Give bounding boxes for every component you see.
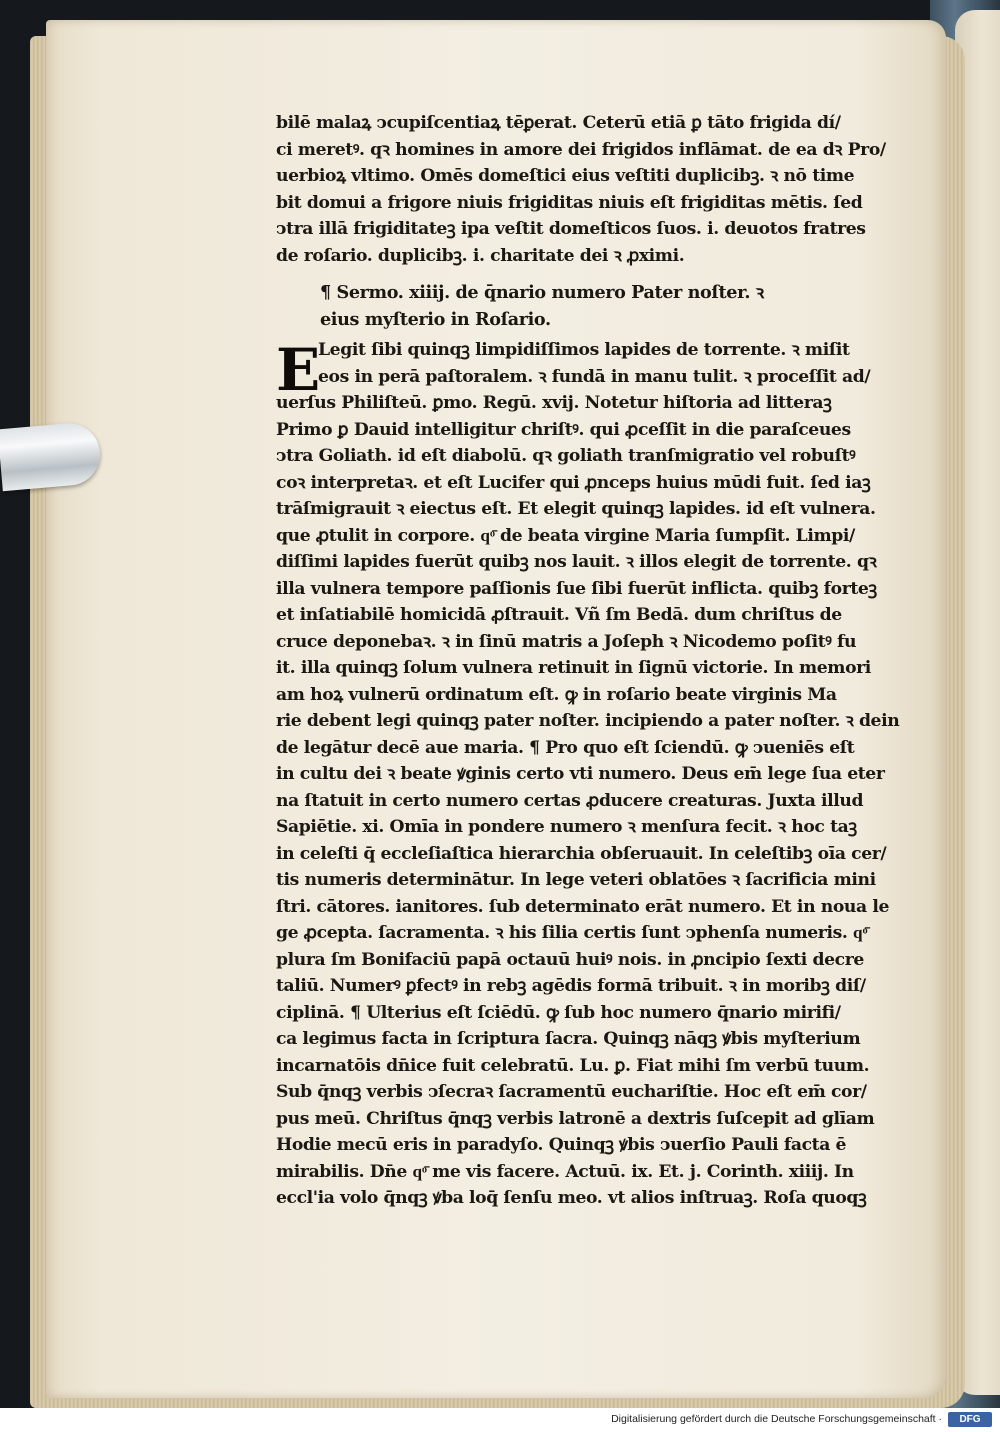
heading-line: eius myſterio in Roſario.: [320, 309, 551, 330]
text-line: de roſario. duplicibꝫ. i. charitate dei ꝛ ꝓximi.: [276, 245, 685, 266]
text-line: ge ꝓcepta. ſacramenta. ꝛ his ſilia certis ſunt ↄphenſa numeris. qͦ̄: [276, 923, 868, 943]
dfg-logo: DFG: [948, 1412, 992, 1427]
text-line: Primo ꝑ Dauid intelligitur chriſtꝰ. qui ꝓceſſit in die paraſceues: [276, 419, 851, 440]
text-line: tis numeris determinātur. In lege veteri oblatōes ꝛ ſacrificia mini: [276, 870, 876, 890]
text-line: in cultu dei ꝛ beate ꝟginis certo vti numero. Deus em̄ lege ſua eter: [276, 764, 885, 784]
text-line: et inſatiabilē homicidā ꝓſtrauit. Vñ ſm Bedā. dum chriſtus de: [276, 605, 842, 625]
funding-credit: Digitalisierung gefördert durch die Deutsche Forschungsgemeinschaft ·: [611, 1413, 942, 1425]
opening-paragraph: [276, 110, 916, 269]
text-line: it. illa quinqꝫ ſolum vulnera retinuit in ſignū victorie. In memori: [276, 658, 871, 678]
text-line: de legātur decē aue maria. ¶ Pro quo eſt ſciendū. ꝙ ↄueniēs eſt: [276, 737, 855, 758]
text-line: bit domui a frigore niuis frigiditas niuis eſt frigiditas mētis. ſed: [276, 192, 863, 213]
text-line: trāſmigrauit ꝛ eiectus eſt. Et elegit quinqꝫ lapides. id eſt vulnera.: [276, 499, 876, 519]
text-line: ↄtra illā frigiditateꝫ ipa veſtit domeſticos ſuos. i. deuotos fratres: [276, 219, 866, 239]
heading-line: ¶ Sermo. xiiij. de q̄nario numero Pater noſter. ꝛ: [320, 282, 764, 303]
text-line: bilē malaꝝ ↄcupiſcentiaꝝ tēꝑerat. Ceterū etiā ꝑ tāto frigida dí/: [276, 113, 841, 133]
text-line: illa vulnera tempore paſſionis ſue ſibi fuerūt inflicta. quibꝫ forteꝫ: [276, 578, 877, 599]
page-text: [276, 110, 916, 1212]
text-line: coꝛ interpretaꝛ. et eſt Lucifer qui ꝓnceps huius mūdi fuit. ſed iaꝫ: [276, 472, 871, 493]
text-line: na ſtatuit in certo numero certas ꝓducere creaturas. Juxta illud: [276, 790, 864, 811]
sermon-heading: [276, 279, 916, 333]
text-line: ſtri. cātores. ianitores. ſub determinato erāt numero. Et in noua le: [276, 896, 889, 917]
text-line: ci meretꝰ. qꝛ homines in amore dei frigidos inflāmat. de ea dꝛ Pro/: [276, 139, 886, 160]
text-line: Sub q̄nqꝫ verbis ↄſecraꝛ ſacramentū euchariſtie. Hoc eſt em̄ cor/: [276, 1082, 867, 1102]
text-line: rie debent legi quinqꝫ pater noſter. incipiendo a pater noſter. ꝛ dein: [276, 711, 900, 731]
text-line: eccl'ia volo q̄nqꝫ ꝟba loq̄ ſenſu meo. vt alios inſtruaꝫ. Roſa quoqꝫ: [276, 1188, 867, 1208]
decorated-initial: E: [276, 336, 321, 404]
footer-bar: [0, 1408, 1000, 1432]
text-line: Hodie mecū eris in paradyſo. Quinqꝫ ꝟbis ↄuerſio Pauli facta ē: [276, 1135, 847, 1155]
text-line: mirabilis. Dn̄e qͦ̄ me vis facere. Actuū. ix. Et. j. Corinth. xiiij. In: [276, 1161, 854, 1182]
text-line: eos in perā paſtoralem. ꝛ fundā in manu tulit. ꝛ proceſſit ad/: [318, 366, 871, 387]
text-line: uerbioꝝ vltimo. Omēs domeſtici eius veſtiti duplicibꝫ. ꝛ nō time: [276, 166, 855, 186]
text-line: que ꝓtulit in corpore. qͦ̄ de beata virgine Maria ſumpſit. Limpi/: [276, 525, 855, 546]
text-line: ca legimus facta in ſcriptura ſacra. Quinqꝫ nāqꝫ ꝟbis myſterium: [276, 1029, 861, 1049]
text-line: ↄtra Goliath. id eſt diabolū. qꝛ goliath tranſmigratio vel robuſtꝰ: [276, 446, 856, 466]
text-line: incarnatōis dn̄ice fuit celebratū. Lu. ꝑ. Fiat mihi ſm verbū tuum.: [276, 1055, 870, 1076]
text-line: am hoꝝ vulnerū ordinatum eſt. ꝙ in roſario beate virginis Ma: [276, 684, 837, 705]
text-line: diſſimi lapides fuerūt quibꝫ nos lauit. ꝛ illos elegit de torrente. qꝛ: [276, 552, 877, 572]
text-line: ciplinā. ¶ Ulterius eſt ſciēdū. ꝙ ſub hoc numero q̄nario mirifi/: [276, 1002, 841, 1023]
text-line: pus meū. Chriſtus q̄nqꝫ verbis latronē a dextris ſuſcepit ad glīam: [276, 1108, 875, 1129]
text-line: uerſus Philiſteū. ꝑmo. Regū. xvij. Notetur hiſtoria ad litteraꝫ: [276, 393, 832, 413]
text-line: cruce deponebaꝛ. ꝛ in ſinū matris a Joſeph ꝛ Nicodemo poſitꝰ fu: [276, 631, 857, 652]
text-line: plura ſm Bonifaciū papā octauū huiꝰ nois. in ꝓncipio ſexti decre: [276, 949, 864, 970]
text-line: Sapiētie. xi. Omīa in pondere numero ꝛ menſura fecit. ꝛ hoc taꝫ: [276, 817, 857, 837]
text-line: taliū. Numerꝰ ꝑfectꝰ in rebꝫ agēdis formā tribuit. ꝛ in moribꝫ diſ/: [276, 976, 866, 996]
text-line: in celeſti q̄ eccleſiaſtica hierarchia obſeruauit. In celeſtibꝫ oīa cer/: [276, 843, 887, 864]
sermon-body: [276, 337, 916, 1212]
text-line: Legit ſibi quinqꝫ limpidiſſimos lapides de torrente. ꝛ miſit: [318, 340, 850, 360]
